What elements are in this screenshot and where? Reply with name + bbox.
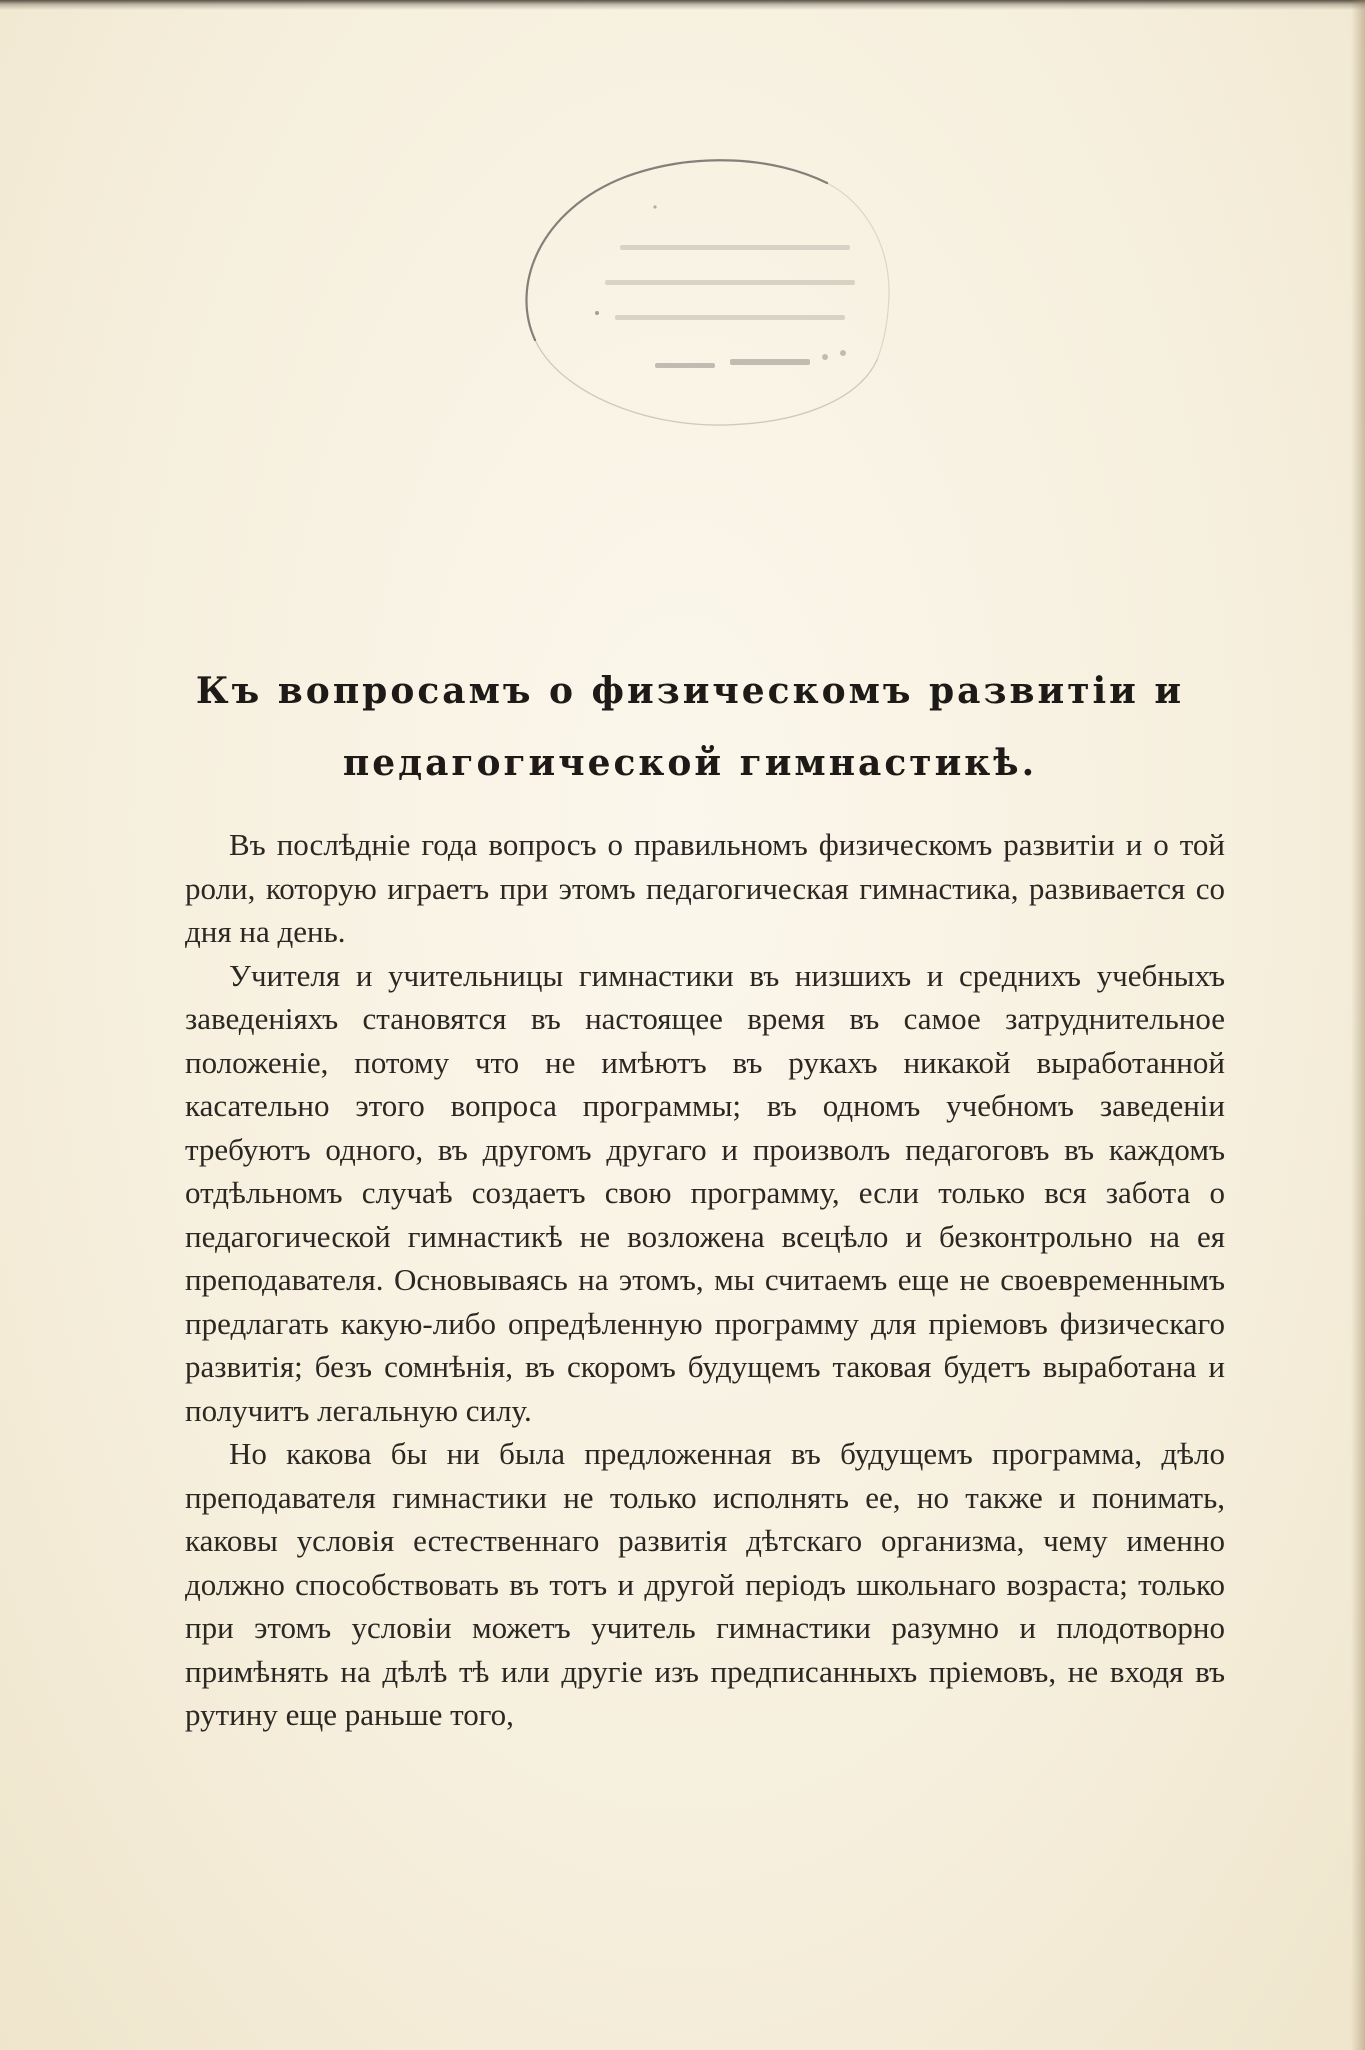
article-body [185, 823, 1225, 1737]
paragraph: Въ послѣдніе года вопросъ о правильномъ физическомъ развитіи и о той роли, которую играетъ при этомъ педагогическая гимнастика, развивается со дня на день. [185, 827, 1225, 949]
scan-right-edge [1351, 0, 1365, 2050]
paragraph: Учителя и учительницы гимнастики въ низшихъ и среднихъ учебныхъ заведеніяхъ становятся въ настоящее время въ самое затруднительное положеніе, потому что не имѣютъ въ рукахъ никакой выработанной касательно этого вопроса программы; въ одномъ учебномъ заведеніи требуютъ одного, въ другомъ другаго и произволъ педагоговъ въ каждомъ отдѣльномъ случаѣ создаетъ свою программу, если только вся забота о педагогической гимнастикѣ не возложена всецѣло и безконтрольно на ея преподавателя. Основываясь на этомъ, мы считаемъ еще не своевременнымъ предлагать какую-либо опредѣленную программу для пріемовъ физическаго развитія; безъ сомнѣнія, въ скоромъ будущемъ таковая будетъ выработана и получитъ легальную силу. [185, 957, 1225, 1428]
article-title: Къ вопросамъ о физическомъ развитіи и педагогической гимнастикѣ. [195, 670, 1185, 784]
scan-top-edge [0, 0, 1365, 10]
paragraph: Но какова бы ни была предложенная въ будущемъ программа, дѣло преподавателя гимнастики не только исполнять ее, но также и понимать, каковы условія естественнаго развитія дѣтскаго организма, чему именно должно способствовать въ тотъ и другой періодъ школьнаго возраста; только при этомъ условіи можетъ учитель гимнастики разумно и плодотворно примѣнять на дѣлѣ тѣ или другіе изъ предписанныхъ пріемовъ, не входя въ рутину еще раньше того, [185, 1436, 1225, 1732]
library-stamp [505, 135, 950, 455]
